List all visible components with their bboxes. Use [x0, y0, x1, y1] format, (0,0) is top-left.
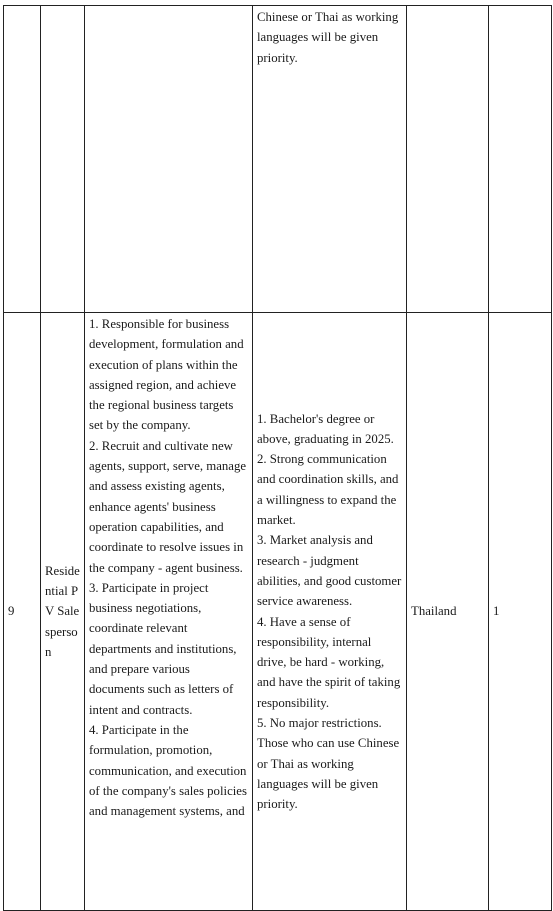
row-number: 9 — [8, 604, 15, 619]
requirement-item: 2. Strong communication and coordination skills, and a willingness to expand the market. — [257, 452, 399, 528]
cell-headcount-empty — [489, 6, 552, 313]
requirement-item: 3. Market analysis and research - judgment abilities, and good customer service awareness. — [257, 533, 402, 609]
headcount-value: 1 — [493, 604, 500, 619]
responsibility-item: 1. Responsible for business development, formulation and execution of plans within the assigned region, and achieve the regional business targets set by the company. — [89, 317, 244, 433]
work-location: Thailand — [411, 604, 457, 619]
cell-number-empty — [4, 6, 41, 313]
cell-position-empty — [41, 6, 85, 313]
cell-responsibilities-empty — [85, 6, 253, 313]
requirements-tail-text: Chinese or Thai as working languages will be given priority. — [257, 10, 399, 65]
responsibility-item: 2. Recruit and cultivate new agents, support, serve, manage and assess existing agents, enhance agents' business operation capabilities, and coordinate to resolve issues in the company - agent business. — [89, 438, 247, 575]
cell-requirements-continued — [253, 6, 407, 313]
cell-responsibilities — [85, 313, 253, 911]
cell-requirements — [253, 313, 407, 911]
requirement-item: 1. Bachelor's degree or above, graduating in 2025. — [257, 411, 394, 446]
recruitment-table — [3, 5, 552, 911]
responsibility-item: 4. Participate in the formulation, promotion, communication, and execution of the company's sales policies and management systems, and — [89, 722, 247, 819]
table-row — [4, 313, 552, 911]
cell-location-empty — [407, 6, 489, 313]
position-title: Residential PV Salesperson — [45, 563, 80, 659]
cell-headcount — [489, 313, 552, 911]
table-row-continued — [4, 6, 552, 313]
cell-position — [41, 313, 85, 911]
requirement-item: 5. No major restrictions. Those who can use Chinese or Thai as working languages will be given priority. — [257, 715, 400, 812]
responsibility-item: 3. Participate in project business negotiations, coordinate relevant departments and institutions, and prepare various documents such as letters of intent and contracts. — [89, 580, 237, 717]
requirement-item: 4. Have a sense of responsibility, internal drive, be hard - working, and have the spirit of taking responsibility. — [257, 614, 401, 710]
cell-number — [4, 313, 41, 911]
cell-location — [407, 313, 489, 911]
